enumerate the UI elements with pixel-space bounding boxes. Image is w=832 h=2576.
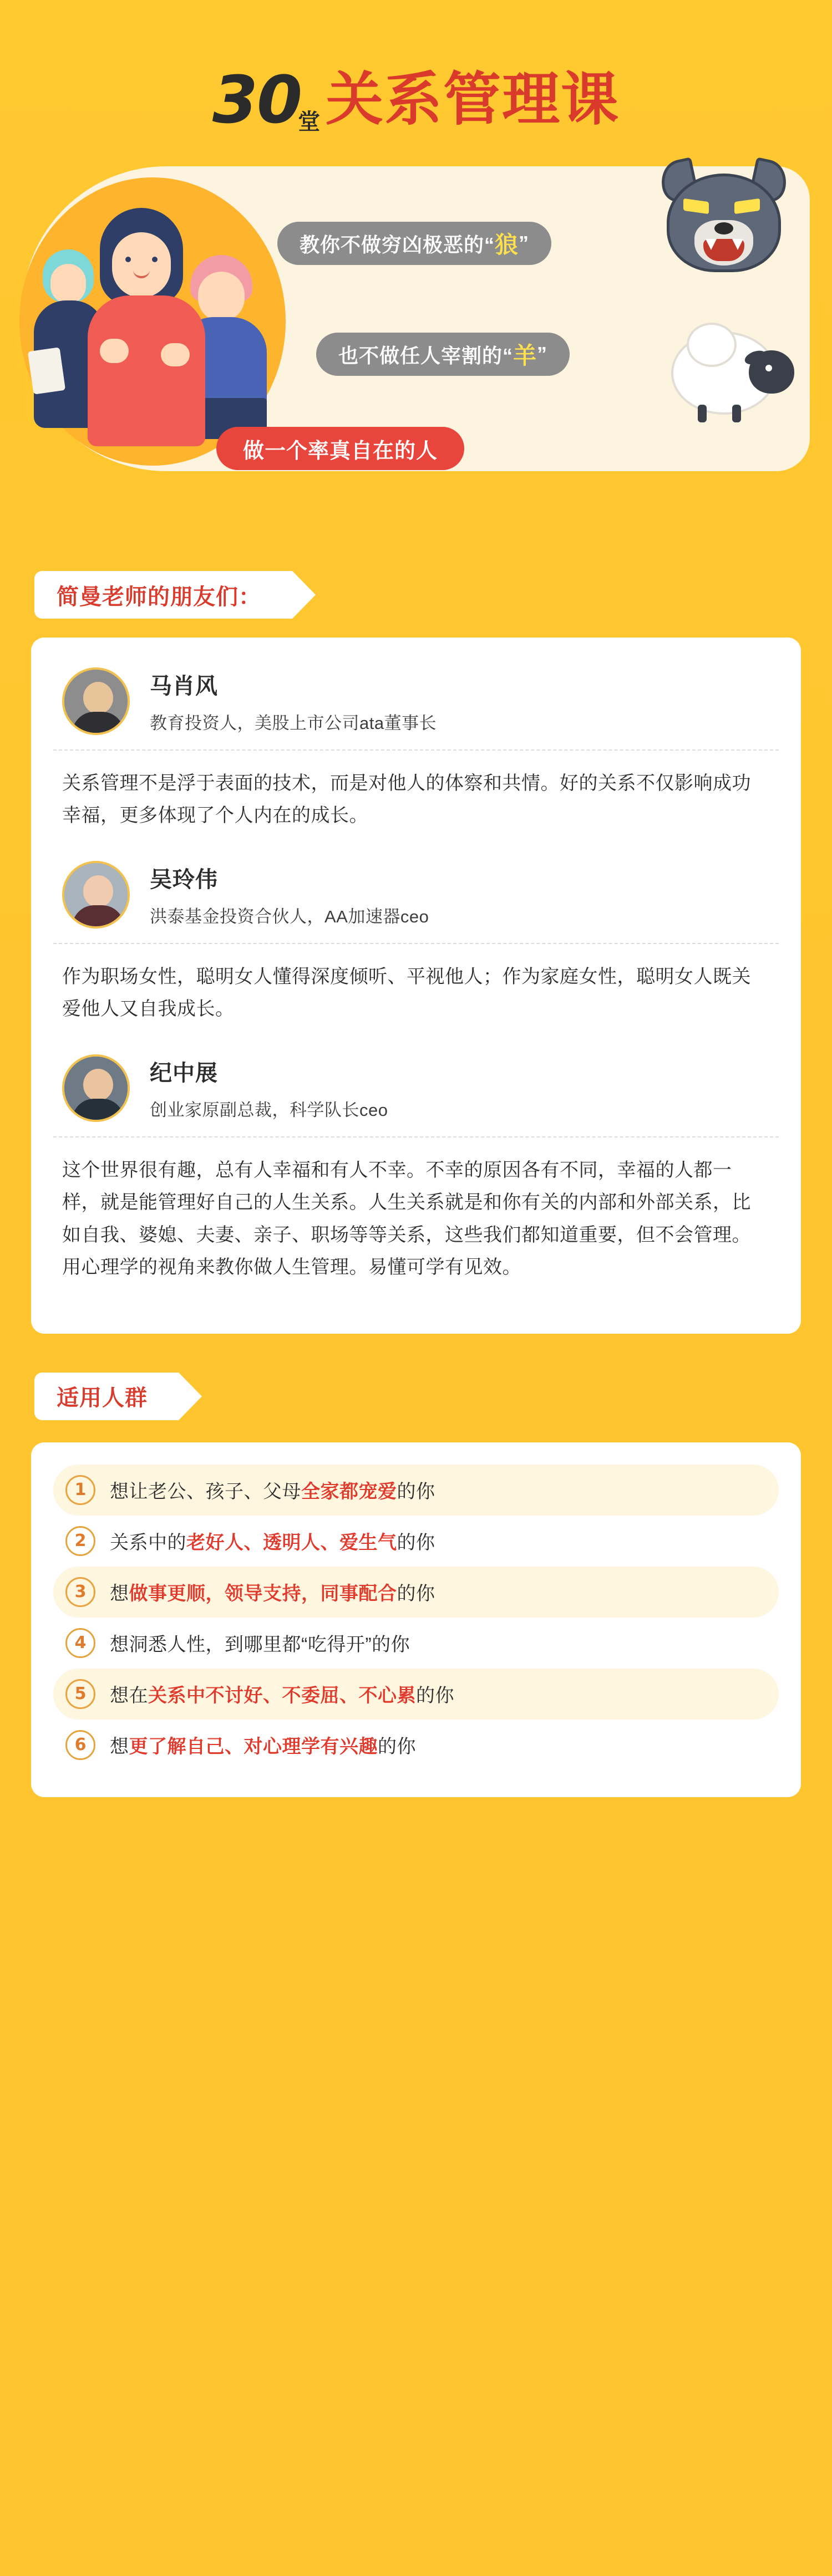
- list-item-pre: 想: [110, 1736, 129, 1758]
- friends-section-header: [34, 571, 832, 619]
- friend-quote: 这个世界很有趣，总有人幸福和有人不幸。不幸的原因各有不同，幸福的人都一样，就是能管理好自己的人生关系。人生关系就是和你有关的内部和外部关系，比如自我、婆媳、夫妻、亲子、职场等等关系，这些我们都知道重要，但不会管理。用心理学的视角来教你做人生管理。易懂可学有见效。: [62, 1159, 751, 1278]
- bubble-wolf-post: ”: [519, 232, 530, 254]
- list-item-number: 6: [65, 1730, 95, 1760]
- list-item-emphasis: 更了解自己、对心理学有兴趣: [129, 1736, 378, 1758]
- list-item-post: 的你: [397, 1481, 435, 1503]
- list-item-pre: 关系中的: [110, 1532, 186, 1554]
- audience-section-header: [34, 1373, 832, 1420]
- course-count: 30: [212, 62, 302, 138]
- sheep-icon: [671, 322, 804, 421]
- list-item-emphasis: 老好人、透明人、爱生气: [186, 1532, 397, 1554]
- bottom-spacer: [0, 1797, 832, 1830]
- bubble-wolf-highlight: 狼: [495, 232, 519, 258]
- bubble-sheep-post: ”: [537, 343, 548, 365]
- friend-role: 教育投资人，美股上市公司ata董事长: [150, 713, 437, 733]
- friend-name: 马肖风: [150, 674, 218, 698]
- list-item-pre: 想: [110, 1583, 129, 1605]
- list-item-emphasis: 关系中不讨好、不委屈、不心累: [148, 1685, 416, 1707]
- list-item-number: 3: [65, 1577, 95, 1607]
- list-item-number: 1: [65, 1475, 95, 1505]
- bubble-wolf-pre: 教你不做穷凶极恶的“: [300, 233, 495, 256]
- friend-header: [53, 855, 779, 944]
- bubble-sheep-highlight: 羊: [513, 343, 537, 369]
- figure-center: [78, 208, 216, 446]
- friend-role: 创业家原副总裁，科学队长ceo: [150, 1100, 388, 1120]
- audience-panel: [31, 1442, 801, 1797]
- avatar: [62, 667, 130, 735]
- list-item-text: [110, 1629, 410, 1656]
- friends-section-label: 简曼老师的朋友们：: [34, 571, 292, 619]
- friend-name: 吴玲伟: [150, 867, 218, 892]
- list-item-text: [110, 1731, 416, 1758]
- hero-banner: [0, 0, 832, 565]
- list-item-post: 的你: [416, 1685, 454, 1707]
- list-item-emphasis: 做事更顺，领导支持，同事配合: [129, 1583, 397, 1605]
- friend-quote: 关系管理不是浮于表面的技术，而是对他人的体察和共情。好的关系不仅影响成功幸福，更多体现了个人内在的成长。: [62, 773, 751, 827]
- wolf-icon: [655, 158, 793, 283]
- list-item: [53, 1516, 779, 1567]
- friends-panel: [31, 637, 801, 1334]
- list-item: [53, 1465, 779, 1516]
- hero-bubble-wolf: [277, 222, 551, 265]
- list-item: [53, 1720, 779, 1771]
- bubble-slogan-text: 做一个率真自在的人: [243, 439, 438, 463]
- avatar: [62, 1054, 130, 1122]
- list-item-emphasis: 全家都宠爱: [301, 1481, 397, 1503]
- hero-bubble-sheep: [316, 333, 570, 376]
- friend-quote: 作为职场女性，聪明女人懂得深度倾听、平视他人；作为家庭女性，聪明女人既关爱他人又自我成长。: [62, 966, 751, 1020]
- list-item-text: [110, 1680, 454, 1707]
- friend-card: [53, 855, 779, 1044]
- list-item-pre: 想在: [110, 1685, 148, 1707]
- list-item-number: 5: [65, 1679, 95, 1709]
- friend-name: 纪中展: [150, 1060, 218, 1085]
- list-item-post: 的你: [378, 1736, 416, 1758]
- list-item-text: [110, 1527, 435, 1554]
- list-item-number: 2: [65, 1526, 95, 1556]
- list-item-pre: 想让老公、孩子、父母: [110, 1481, 301, 1503]
- avatar: [62, 861, 130, 929]
- list-item-post: 的你: [397, 1532, 435, 1554]
- list-item-text: [110, 1476, 435, 1503]
- hero-bubble-slogan: [216, 427, 464, 470]
- list-item: [53, 1669, 779, 1720]
- course-title: 关系管理课: [326, 68, 620, 132]
- friend-role: 洪泰基金投资合伙人，AA加速器ceo: [150, 906, 429, 926]
- list-item: [53, 1567, 779, 1618]
- list-item-post: 的你: [397, 1583, 435, 1605]
- audience-section-label: 适用人群: [34, 1373, 179, 1420]
- page-title: [0, 53, 832, 138]
- list-item: [53, 1618, 779, 1669]
- friend-card: [53, 662, 779, 851]
- friend-header: [53, 662, 779, 751]
- bubble-sheep-pre: 也不做任人宰割的“: [338, 344, 514, 367]
- list-item-text: [110, 1578, 435, 1605]
- course-count-unit: 堂: [298, 110, 321, 134]
- friend-card: [53, 1049, 779, 1303]
- list-item-number: 4: [65, 1628, 95, 1658]
- friend-header: [53, 1049, 779, 1137]
- list-item-pre: 想洞悉人性，到哪里都“吃得开”的你: [110, 1634, 410, 1656]
